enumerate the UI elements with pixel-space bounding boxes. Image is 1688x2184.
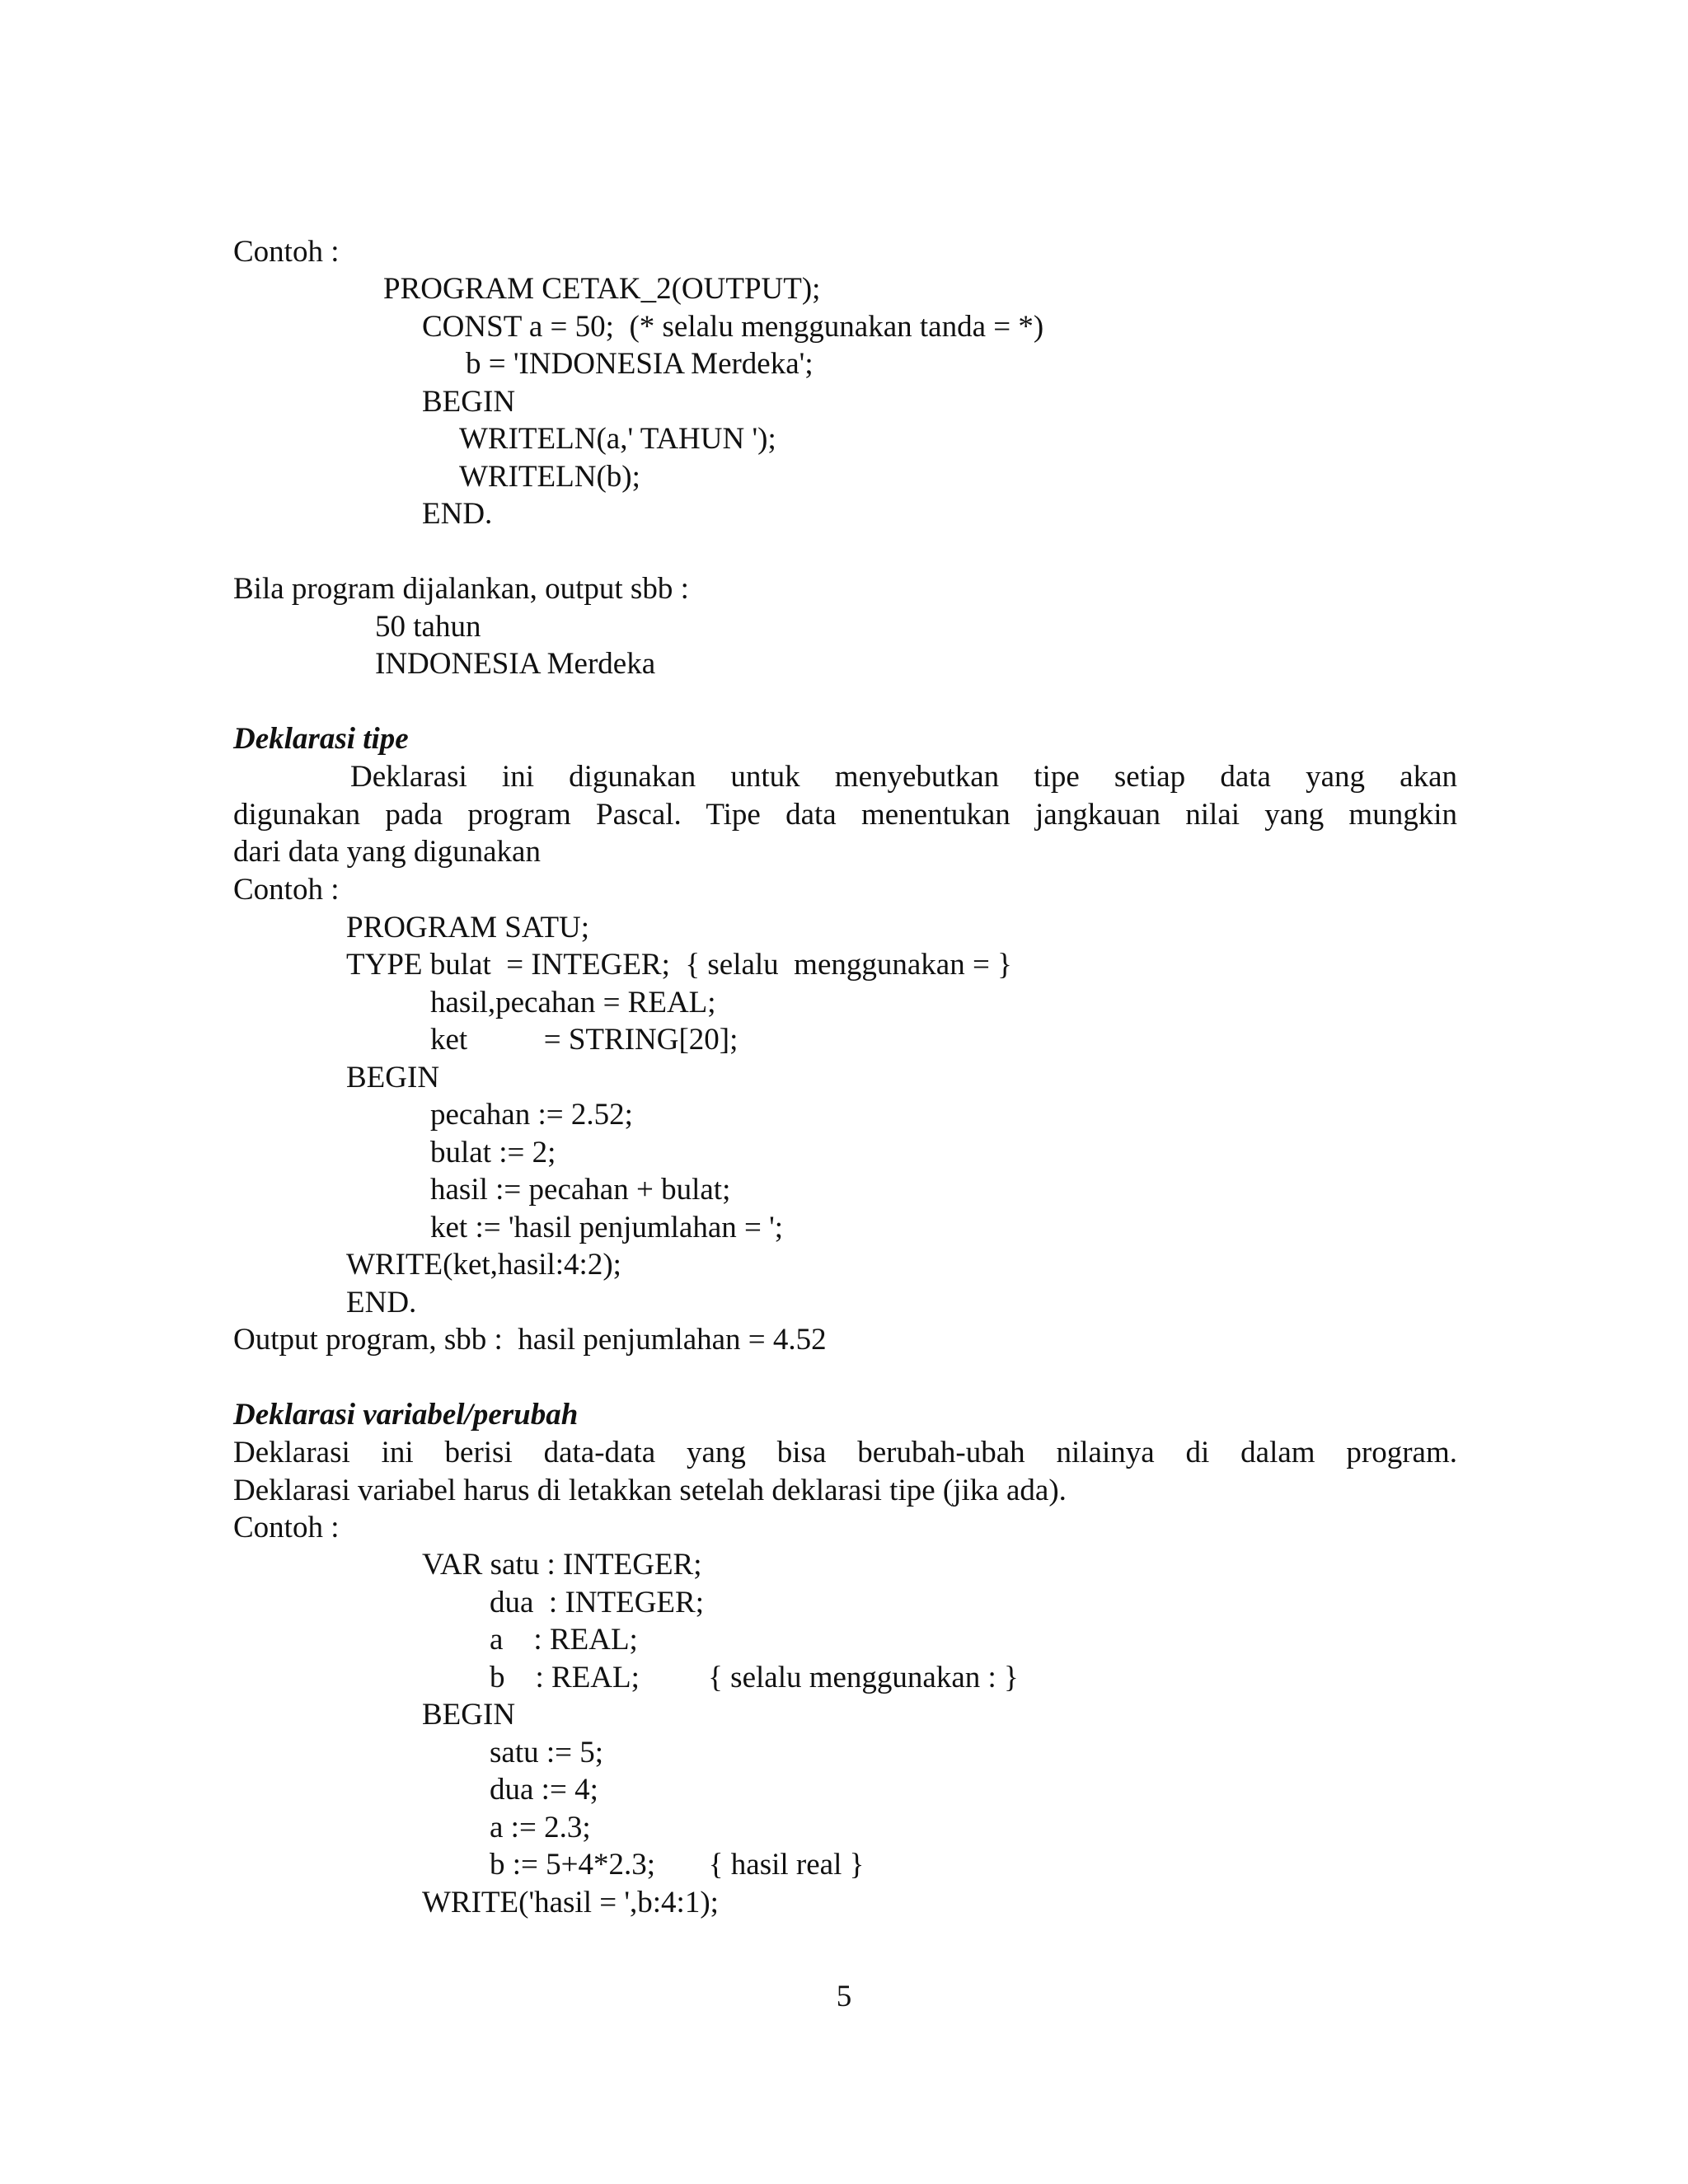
code-line: ket := 'hasil penjumlahan = ';	[430, 1211, 784, 1244]
code-line: WRITE('hasil = ',b:4:1);	[422, 1886, 719, 1919]
code-line: END.	[422, 497, 493, 531]
code-line: dua := 4;	[490, 1773, 598, 1807]
code-line: a := 2.3;	[490, 1811, 591, 1844]
code-line: hasil := pecahan + bulat;	[430, 1173, 731, 1207]
example-label: Contoh :	[233, 1511, 340, 1544]
paragraph-line: Deklarasi variabel harus di letakkan setelah deklarasi tipe (jika ada).	[233, 1473, 1067, 1507]
code-line: bulat := 2;	[430, 1136, 556, 1169]
output-line: 50 tahun	[375, 610, 481, 644]
example-label: Contoh :	[233, 235, 340, 269]
code-line: b := 5+4*2.3; { hasil real }	[490, 1848, 865, 1882]
code-line: PROGRAM CETAK_2(OUTPUT);	[383, 272, 821, 306]
code-line: ket = STRING[20];	[430, 1023, 738, 1057]
paragraph-deklarasi-variabel	[233, 1434, 1457, 1509]
output-label: Bila program dijalankan, output sbb :	[233, 572, 689, 606]
section-heading-deklarasi-tipe: Deklarasi tipe	[233, 722, 409, 756]
code-line: BEGIN	[346, 1061, 440, 1094]
output-line: INDONESIA Merdeka	[375, 647, 656, 681]
code-line: satu := 5;	[490, 1736, 604, 1769]
code-line: a : REAL;	[490, 1623, 638, 1657]
paragraph-line: Deklarasi ini digunakan untuk menyebutkan tipe setiap data yang akan	[350, 760, 1457, 794]
output-line-satu: Output program, sbb : hasil penjumlahan = 4.52	[233, 1323, 827, 1357]
section-heading-deklarasi-variabel: Deklarasi variabel/perubah	[233, 1398, 579, 1432]
paragraph-line: digunakan pada program Pascal. Tipe data menentukan jangkauan nilai yang mungkin	[233, 797, 1457, 832]
code-line: WRITELN(b);	[459, 460, 640, 494]
code-line: END.	[346, 1286, 417, 1319]
page-number: 5	[836, 1980, 852, 2013]
code-line: WRITE(ket,hasil:4:2);	[346, 1248, 621, 1282]
code-line: dua : INTEGER;	[490, 1586, 704, 1619]
paragraph-line: Deklarasi ini berisi data-data yang bisa berubah-ubah nilainya di dalam program.	[233, 1436, 1457, 1469]
code-line: hasil,pecahan = REAL;	[430, 986, 716, 1019]
code-line: BEGIN	[422, 1698, 516, 1732]
code-line: VAR satu : INTEGER;	[422, 1548, 702, 1582]
code-line: b : REAL; { selalu menggunakan : }	[490, 1661, 1019, 1694]
code-line: TYPE bulat = INTEGER; { selalu menggunakan = }	[346, 948, 1012, 982]
code-line: b = 'INDONESIA Merdeka';	[466, 347, 814, 381]
code-line: WRITELN(a,' TAHUN ');	[459, 422, 776, 456]
code-line: CONST a = 50; (* selalu menggunakan tanda = *)	[422, 310, 1044, 344]
paragraph-line: dari data yang digunakan	[233, 835, 541, 869]
paragraph-deklarasi-tipe	[233, 758, 1457, 871]
example-label: Contoh :	[233, 873, 340, 907]
code-line: pecahan := 2.52;	[430, 1098, 633, 1132]
code-line: BEGIN	[422, 385, 516, 419]
code-line: PROGRAM SATU;	[346, 911, 590, 944]
